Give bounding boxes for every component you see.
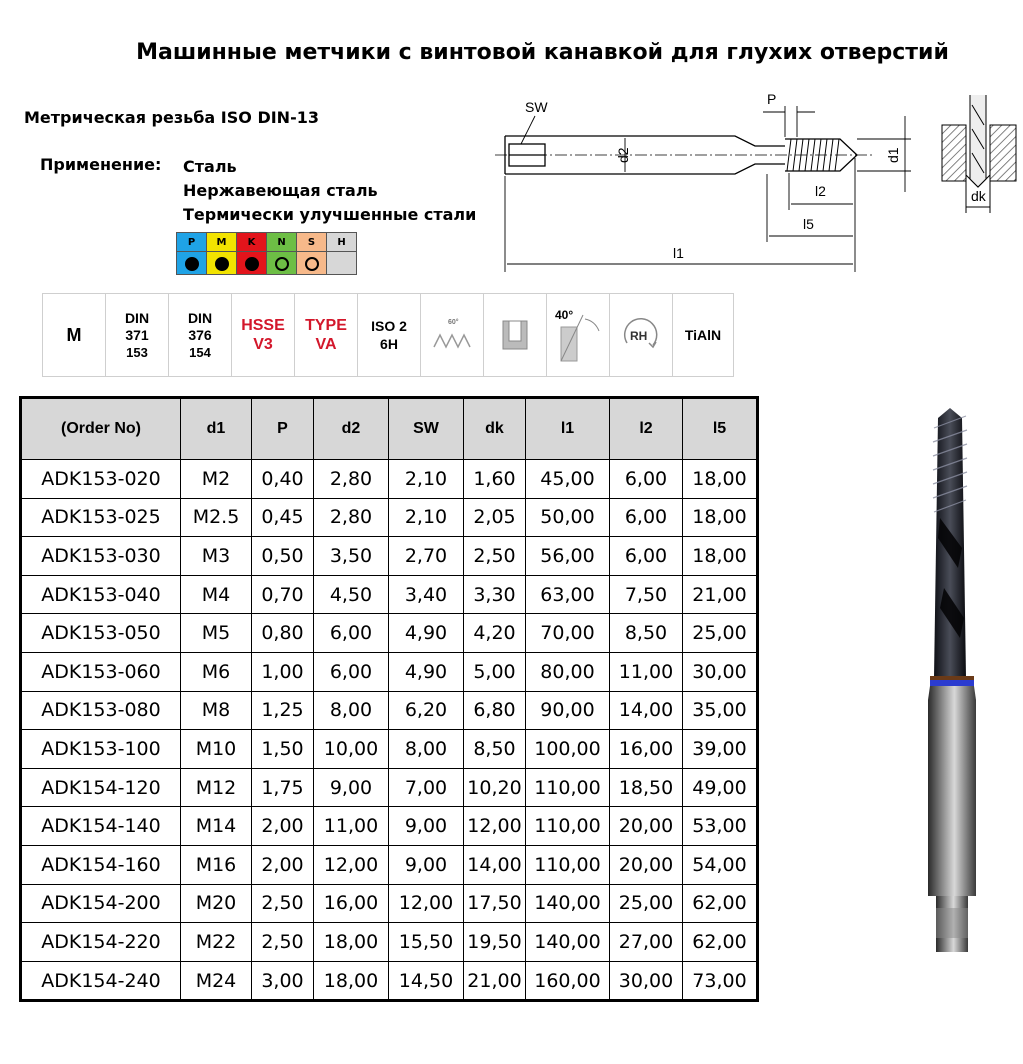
table-cell: ADK153-100 [21, 730, 181, 769]
table-row [21, 884, 758, 923]
dim-label-l2: l2 [815, 183, 826, 199]
table-cell: 2,10 [389, 460, 464, 499]
table-cell: ADK154-200 [21, 884, 181, 923]
blind-hole-drawing [938, 95, 1018, 220]
table-cell: M2 [181, 460, 252, 499]
column-header: dk [464, 398, 526, 460]
table-cell: ADK153-025 [21, 498, 181, 537]
thread-type-icon: M [43, 294, 106, 376]
table-cell: M4 [181, 575, 252, 614]
table-cell: ADK154-120 [21, 768, 181, 807]
table-cell: 19,50 [464, 923, 526, 962]
table-cell: 56,00 [526, 537, 610, 576]
table-cell: 8,00 [389, 730, 464, 769]
column-header: l2 [610, 398, 683, 460]
table-cell: 10,00 [314, 730, 389, 769]
table-cell: 6,00 [314, 652, 389, 691]
application-item: Нержавеющая сталь [183, 181, 378, 200]
table-cell: 21,00 [683, 575, 758, 614]
table-row [21, 575, 758, 614]
table-cell: 54,00 [683, 845, 758, 884]
table-cell: 0,45 [252, 498, 314, 537]
table-cell: 0,50 [252, 537, 314, 576]
table-cell: 4,90 [389, 652, 464, 691]
table-cell: 90,00 [526, 691, 610, 730]
full-circle-icon [215, 257, 229, 271]
table-cell: M3 [181, 537, 252, 576]
table-cell: 25,00 [683, 614, 758, 653]
table-cell: 160,00 [526, 961, 610, 1001]
table-cell: 1,00 [252, 652, 314, 691]
table-cell: 18,00 [683, 460, 758, 499]
table-cell: 3,30 [464, 575, 526, 614]
table-cell: ADK153-030 [21, 537, 181, 576]
full-circle-icon [185, 257, 199, 271]
table-cell: 18,00 [683, 537, 758, 576]
table-cell: 7,00 [389, 768, 464, 807]
material-group-code: N [267, 233, 297, 252]
table-cell: 14,50 [389, 961, 464, 1001]
tap-product-photo [910, 408, 994, 956]
table-cell: 12,00 [464, 807, 526, 846]
table-cell: 2,70 [389, 537, 464, 576]
column-header: l5 [683, 398, 758, 460]
dim-label-d1: d1 [885, 147, 901, 163]
application-label: Применение: [40, 155, 162, 174]
table-cell: M6 [181, 652, 252, 691]
table-cell: 17,50 [464, 884, 526, 923]
table-cell: 6,00 [610, 460, 683, 499]
dim-label-l1: l1 [673, 245, 684, 261]
table-row [21, 961, 758, 1001]
table-cell: 9,00 [314, 768, 389, 807]
table-cell: 2,10 [389, 498, 464, 537]
table-cell: 110,00 [526, 807, 610, 846]
table-cell: 30,00 [683, 652, 758, 691]
table-cell: M12 [181, 768, 252, 807]
table-cell: 4,90 [389, 614, 464, 653]
table-row [21, 730, 758, 769]
thread-standard: Метрическая резьба ISO DIN-13 [24, 108, 319, 127]
full-circle-icon [245, 257, 259, 271]
table-cell: 6,20 [389, 691, 464, 730]
din-376-icon: DIN 376 154 [169, 294, 232, 376]
table-cell: ADK154-140 [21, 807, 181, 846]
material-group-code: P [177, 233, 207, 252]
table-cell: 0,80 [252, 614, 314, 653]
table-cell: 1,25 [252, 691, 314, 730]
table-cell: 3,50 [314, 537, 389, 576]
table-cell: 2,50 [252, 884, 314, 923]
table-cell: 6,80 [464, 691, 526, 730]
table-cell: ADK154-240 [21, 961, 181, 1001]
svg-text:40°: 40° [555, 308, 574, 322]
table-cell: 9,00 [389, 807, 464, 846]
table-cell: 1,75 [252, 768, 314, 807]
material-group-mark [267, 252, 297, 275]
table-cell: 25,00 [610, 884, 683, 923]
table-cell: 49,00 [683, 768, 758, 807]
table-cell: 0,40 [252, 460, 314, 499]
column-header: P [252, 398, 314, 460]
table-cell: 62,00 [683, 923, 758, 962]
table-row [21, 498, 758, 537]
table-cell: 16,00 [610, 730, 683, 769]
table-cell: 62,00 [683, 884, 758, 923]
table-cell: 2,05 [464, 498, 526, 537]
table-cell: 5,00 [464, 652, 526, 691]
table-cell: 14,00 [464, 845, 526, 884]
table-cell: ADK154-160 [21, 845, 181, 884]
table-cell: ADK153-040 [21, 575, 181, 614]
table-row [21, 460, 758, 499]
table-cell: 20,00 [610, 807, 683, 846]
table-cell: 21,00 [464, 961, 526, 1001]
column-header: d2 [314, 398, 389, 460]
table-cell: 53,00 [683, 807, 758, 846]
material-group-code: M [207, 233, 237, 252]
table-cell: 1,60 [464, 460, 526, 499]
dim-label-d2: d2 [615, 147, 631, 163]
thread-angle-icon [421, 294, 484, 376]
table-cell: M10 [181, 730, 252, 769]
tool-properties-bar [42, 293, 734, 377]
table-cell: 110,00 [526, 845, 610, 884]
table-cell: M2.5 [181, 498, 252, 537]
table-cell: 3,00 [252, 961, 314, 1001]
svg-text:60°: 60° [448, 319, 459, 326]
application-item: Сталь [183, 157, 237, 176]
table-cell: 45,00 [526, 460, 610, 499]
table-cell: M22 [181, 923, 252, 962]
table-cell: 18,50 [610, 768, 683, 807]
table-cell: 0,70 [252, 575, 314, 614]
table-cell: 70,00 [526, 614, 610, 653]
table-cell: M8 [181, 691, 252, 730]
tap-specification-table [19, 396, 759, 1002]
material-hsse-icon: HSSE V3 [232, 294, 295, 376]
table-cell: 80,00 [526, 652, 610, 691]
dim-label-sw: SW [525, 99, 548, 115]
empty-circle-icon [305, 257, 319, 271]
table-cell: 18,00 [314, 923, 389, 962]
table-cell: ADK153-020 [21, 460, 181, 499]
dim-label-dk: dk [971, 188, 986, 204]
table-cell: 6,00 [610, 537, 683, 576]
table-row [21, 691, 758, 730]
table-cell: 39,00 [683, 730, 758, 769]
column-header: d1 [181, 398, 252, 460]
table-cell: 18,00 [314, 961, 389, 1001]
blind-hole-icon [484, 294, 547, 376]
table-cell: 6,00 [314, 614, 389, 653]
column-header: (Order No) [21, 398, 181, 460]
table-cell: 63,00 [526, 575, 610, 614]
table-cell: 35,00 [683, 691, 758, 730]
empty-circle-icon [275, 257, 289, 271]
table-cell: 7,50 [610, 575, 683, 614]
table-cell: 140,00 [526, 884, 610, 923]
table-cell: 12,00 [389, 884, 464, 923]
table-cell: 100,00 [526, 730, 610, 769]
table-cell: 2,80 [314, 498, 389, 537]
table-row [21, 845, 758, 884]
tap-dimension-drawing [495, 92, 915, 282]
table-cell: M24 [181, 961, 252, 1001]
table-cell: 20,00 [610, 845, 683, 884]
table-cell: 10,20 [464, 768, 526, 807]
table-row [21, 652, 758, 691]
table-cell: 8,50 [610, 614, 683, 653]
material-group-mark [237, 252, 267, 275]
column-header: l1 [526, 398, 610, 460]
table-cell: 16,00 [314, 884, 389, 923]
column-header: SW [389, 398, 464, 460]
table-cell: 14,00 [610, 691, 683, 730]
table-cell: 18,00 [683, 498, 758, 537]
table-cell: 8,00 [314, 691, 389, 730]
table-cell: ADK154-220 [21, 923, 181, 962]
material-group-code: S [297, 233, 327, 252]
table-cell: 2,80 [314, 460, 389, 499]
tap-type-icon: TYPE VA [295, 294, 358, 376]
table-cell: 11,00 [314, 807, 389, 846]
table-row [21, 923, 758, 962]
material-group-code: K [237, 233, 267, 252]
table-cell: 2,00 [252, 807, 314, 846]
table-cell: 2,00 [252, 845, 314, 884]
table-cell: M20 [181, 884, 252, 923]
table-cell: 30,00 [610, 961, 683, 1001]
tolerance-icon: ISO 2 6H [358, 294, 421, 376]
table-cell: 2,50 [252, 923, 314, 962]
application-item: Термически улучшенные стали [183, 205, 477, 224]
table-cell: M16 [181, 845, 252, 884]
table-cell: 6,00 [610, 498, 683, 537]
table-cell: 4,50 [314, 575, 389, 614]
table-cell: 3,40 [389, 575, 464, 614]
table-cell: 1,50 [252, 730, 314, 769]
table-cell: 8,50 [464, 730, 526, 769]
table-cell: 27,00 [610, 923, 683, 962]
table-cell: 12,00 [314, 845, 389, 884]
din-371-icon: DIN 371 153 [106, 294, 169, 376]
material-group-mark [327, 252, 357, 275]
material-group-mark [297, 252, 327, 275]
table-row [21, 807, 758, 846]
table-cell: ADK153-060 [21, 652, 181, 691]
rotation-rh-icon [610, 294, 673, 376]
table-cell: 11,00 [610, 652, 683, 691]
table-cell: ADK153-050 [21, 614, 181, 653]
table-cell: 9,00 [389, 845, 464, 884]
table-cell: M5 [181, 614, 252, 653]
table-cell: 50,00 [526, 498, 610, 537]
table-row [21, 614, 758, 653]
helix-angle-icon [547, 294, 610, 376]
table-row [21, 537, 758, 576]
material-group-table [176, 232, 357, 275]
application-list [183, 155, 476, 227]
table-cell: ADK153-080 [21, 691, 181, 730]
page-title: Машинные метчики с винтовой канавкой для глухих отверстий [136, 40, 949, 65]
table-cell: 73,00 [683, 961, 758, 1001]
table-cell: 2,50 [464, 537, 526, 576]
svg-text:RH: RH [630, 329, 648, 343]
table-cell: 4,20 [464, 614, 526, 653]
material-group-mark [207, 252, 237, 275]
dim-label-l5: l5 [803, 216, 814, 232]
coating-icon: TiAlN [684, 327, 722, 343]
table-cell: 110,00 [526, 768, 610, 807]
table-cell: 15,50 [389, 923, 464, 962]
table-row [21, 768, 758, 807]
table-cell: 140,00 [526, 923, 610, 962]
material-group-mark [177, 252, 207, 275]
table-cell: M14 [181, 807, 252, 846]
material-group-code: H [327, 233, 357, 252]
dim-label-p: P [767, 91, 777, 107]
